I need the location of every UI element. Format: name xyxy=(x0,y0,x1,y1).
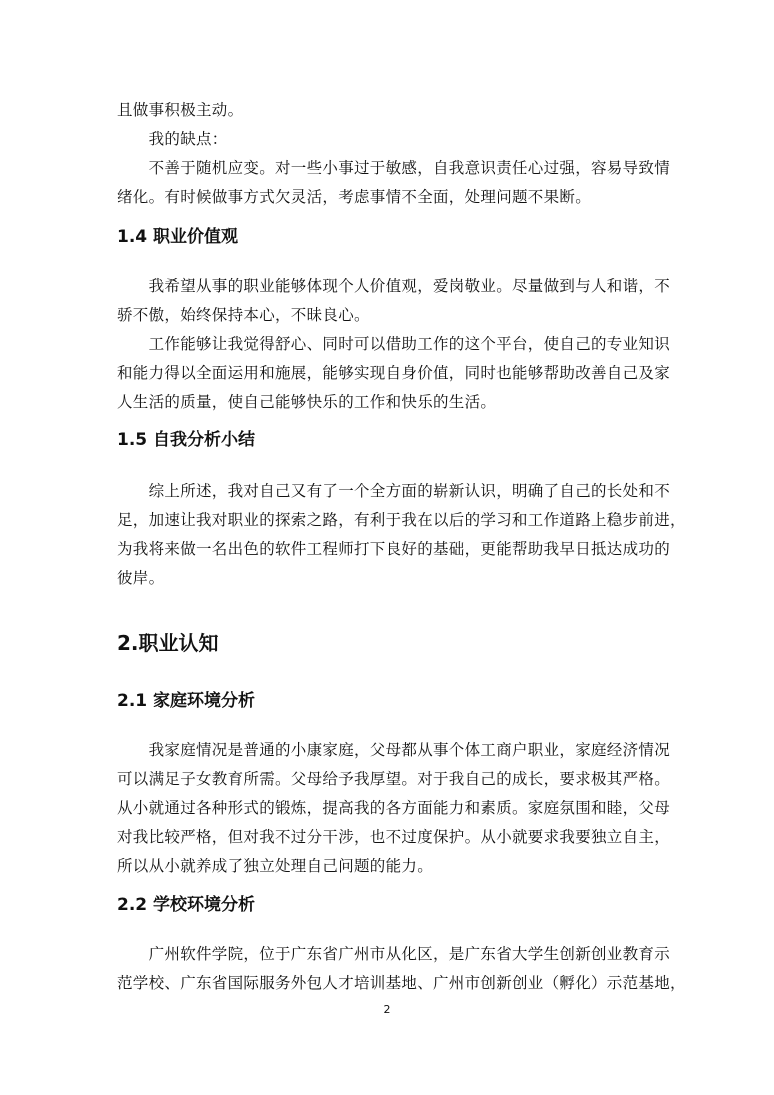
text-line: 人生活的质量，使自己能够快乐的工作和快乐的生活。 xyxy=(117,393,497,411)
text-line: 和能力得以全面运用和施展，能够实现自身价值，同时也能够帮助改善自己及家 xyxy=(117,364,671,382)
text-line: 工作能够让我觉得舒心、同时可以借助工作的这个平台，使自己的专业知识 xyxy=(117,335,671,353)
section-heading-2-2: 2.2 学校环境分析 xyxy=(117,895,256,915)
paragraph-family-environment xyxy=(117,736,671,881)
text-line: 我家庭情况是普通的小康家庭，父母都从事个体工商户职业，家庭经济情况 xyxy=(117,741,671,759)
text-line: 广州软件学院，位于广东省广州市从化区，是广东省大学生创新创业教育示 xyxy=(117,945,671,963)
section-heading-1-4: 1.4 职业价值观 xyxy=(117,227,239,247)
text-line: 为我将来做一名出色的软件工程师打下良好的基础，更能帮助我早日抵达成功的 xyxy=(117,540,671,558)
text-line: 彼岸。 xyxy=(117,569,165,587)
paragraph-strengths-weaknesses xyxy=(117,96,671,212)
text-line: 我的缺点： xyxy=(117,130,228,148)
section-heading-1-5: 1.5 自我分析小结 xyxy=(117,430,256,450)
text-line: 范学校、广东省国际服务外包人才培训基地、广州市创新创业（孵化）示范基地， xyxy=(117,974,686,992)
text-line: 骄不傲，始终保持本心，不昧良心。 xyxy=(117,306,370,324)
text-line: 综上所述，我对自己又有了一个全方面的崭新认识，明确了自己的长处和不 xyxy=(117,482,671,500)
text-line: 我希望从事的职业能够体现个人价值观，爱岗敬业。尽量做到与人和谐，不 xyxy=(117,277,671,295)
text-line: 绪化。有时候做事方式欠灵活，考虑事情不全面，处理问题不果断。 xyxy=(117,188,592,206)
paragraph-career-values xyxy=(117,272,671,417)
chapter-heading-2: 2.职业认知 xyxy=(117,631,219,655)
text-line: 不善于随机应变。对一些小事过于敏感，自我意识责任心过强，容易导致情 xyxy=(117,159,671,177)
text-line: 足，加速让我对职业的探索之路，有利于我在以后的学习和工作道路上稳步前进， xyxy=(117,511,686,529)
page-number: 2 xyxy=(383,1003,391,1016)
paragraph-self-analysis-summary xyxy=(117,477,686,593)
text-line: 且做事积极主动。 xyxy=(117,101,244,119)
section-heading-2-1: 2.1 家庭环境分析 xyxy=(117,691,256,711)
paragraph-school-environment xyxy=(117,940,686,998)
text-line: 从小就通过各种形式的锻炼，提高我的各方面能力和素质。家庭氛围和睦，父母 xyxy=(117,799,671,817)
text-line: 可以满足子女教育所需。父母给予我厚望。对于我自己的成长，要求极其严格。 xyxy=(117,770,671,788)
text-line: 对我比较严格，但对我不过分干涉，也不过度保护。从小就要求我要独立自主， xyxy=(117,828,671,846)
text-line: 所以从小就养成了独立处理自己问题的能力。 xyxy=(117,857,434,875)
